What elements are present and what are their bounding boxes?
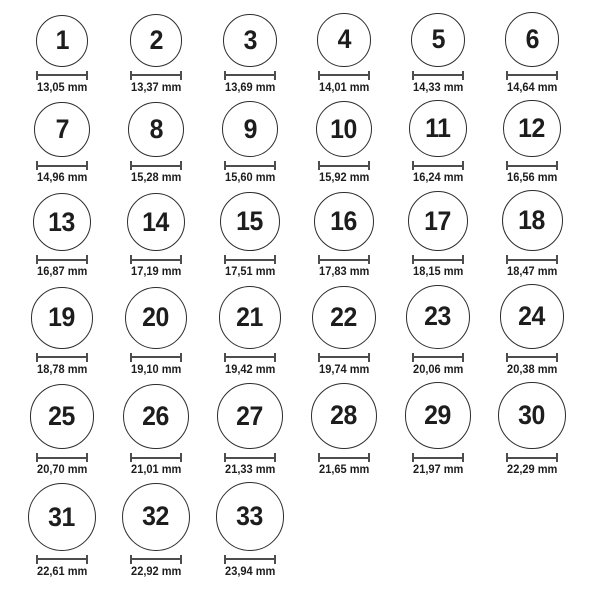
diameter-ruler-line [132,74,180,76]
ring-size-number: 20 [142,302,170,333]
diameter-ruler [224,161,276,170]
diameter-label: 14,64 mm [506,81,558,94]
ring-size-number: 2 [149,24,163,55]
ring-size-number: 12 [518,113,546,144]
diameter-ruler [130,353,182,362]
ring-size-number: 9 [243,113,257,144]
diameter-label: 15,92 mm [318,172,370,185]
diameter-label: 14,96 mm [36,172,88,185]
ring-size-number: 19 [48,302,76,333]
ring-size-row [15,190,600,279]
ring-size-item [485,100,579,186]
ring-size-item [109,287,203,377]
diameter-ruler-line [320,165,368,167]
ring-circle [220,192,279,251]
ring-size-item [203,14,297,95]
diameter-ruler [36,555,88,564]
ring-size-item [109,193,203,280]
diameter-label: 22,92 mm [130,565,182,578]
diameter-ruler-line [320,457,368,459]
ring-circle [222,101,278,157]
ring-size-item [15,15,109,95]
ring-circle [406,285,470,349]
diameter-ruler-line [414,457,462,459]
diameter-ruler [130,453,182,462]
ring-size-number: 8 [149,114,163,145]
ring-size-number: 5 [431,24,445,55]
ring-size-number: 27 [236,400,264,431]
ring-size-number: 15 [236,206,264,237]
diameter-ruler-line [226,457,274,459]
diameter-ruler-line [414,356,462,358]
ring-circle [408,191,468,251]
ring-size-item [203,101,297,185]
ring-size-item [203,286,297,377]
diameter-ruler [318,71,370,80]
diameter-ruler [412,71,464,80]
ring-size-item [297,192,391,280]
ring-circle [30,384,95,449]
diameter-label: 15,60 mm [224,172,276,185]
diameter-ruler-line [320,356,368,358]
diameter-ruler [130,255,182,264]
diameter-label: 16,56 mm [506,172,558,185]
ring-size-item [485,284,579,376]
ring-size-item [391,382,485,477]
diameter-ruler-line [320,74,368,76]
ring-size-number: 3 [243,24,257,55]
ring-size-row [15,482,600,579]
diameter-ruler [224,453,276,462]
ring-size-item [15,384,109,477]
ring-size-number: 7 [55,114,69,145]
diameter-label: 17,83 mm [318,266,370,279]
ring-circle [130,14,183,67]
diameter-label: 22,29 mm [506,464,558,477]
ring-size-item [297,101,391,186]
ring-size-number: 10 [330,113,358,144]
diameter-ruler [506,453,558,462]
diameter-ruler-line [226,259,274,261]
ring-size-number: 28 [330,400,358,431]
diameter-label: 13,37 mm [130,81,182,94]
diameter-ruler-line [132,558,180,560]
ring-size-item [391,285,485,377]
diameter-ruler [130,71,182,80]
ring-size-row [15,382,600,477]
diameter-ruler-line [132,259,180,261]
diameter-ruler-line [132,165,180,167]
ring-size-item [109,14,203,95]
ring-size-row [15,284,600,376]
diameter-ruler [130,555,182,564]
diameter-ruler [506,353,558,362]
diameter-label: 15,28 mm [130,172,182,185]
ring-circle [217,383,283,449]
diameter-label: 19,74 mm [318,363,370,376]
diameter-ruler [412,161,464,170]
ring-size-number: 6 [525,23,539,54]
diameter-ruler [412,255,464,264]
ring-circle [316,101,373,158]
ring-size-item [391,13,485,95]
diameter-ruler-line [508,457,556,459]
ring-size-number: 31 [48,501,76,532]
diameter-label: 21,97 mm [412,464,464,477]
ring-size-number: 25 [48,401,76,432]
ring-size-number: 11 [425,113,451,144]
ring-size-item [109,384,203,477]
ring-circle [411,13,465,67]
ring-circle [216,482,285,551]
diameter-ruler [318,453,370,462]
ring-circle [223,14,276,67]
ring-circle [312,286,375,349]
diameter-ruler-line [414,259,462,261]
diameter-label: 20,06 mm [412,363,464,376]
ring-circle [503,100,561,158]
diameter-label: 14,01 mm [318,81,370,94]
diameter-ruler [36,453,88,462]
ring-circle [125,287,187,349]
diameter-ruler [224,555,276,564]
diameter-ruler-line [226,558,274,560]
diameter-ruler-line [414,165,462,167]
ring-size-number: 14 [142,206,170,237]
ring-size-number: 24 [518,301,546,332]
ring-size-item [15,287,109,377]
diameter-ruler [412,453,464,462]
ring-size-number: 22 [330,301,358,332]
diameter-label: 13,69 mm [224,81,276,94]
diameter-ruler-line [508,74,556,76]
ring-circle [28,483,96,551]
ring-circle [34,102,89,157]
diameter-label: 23,94 mm [224,565,276,578]
ring-circle [219,286,282,349]
ring-size-number: 30 [518,399,546,430]
diameter-ruler [506,71,558,80]
ring-circle [500,284,564,348]
ring-size-number: 21 [236,301,264,332]
diameter-ruler [36,161,88,170]
ring-size-number: 16 [330,206,358,236]
ring-size-item [203,383,297,477]
diameter-ruler-line [414,74,462,76]
diameter-label: 17,19 mm [130,266,182,279]
ring-circle [311,383,377,449]
ring-size-number: 29 [424,400,452,431]
ring-size-number: 1 [55,25,69,56]
ring-circle [314,192,374,252]
ring-size-item [15,193,109,279]
diameter-label: 16,24 mm [412,172,464,185]
ring-circle [505,12,560,67]
diameter-label: 21,01 mm [130,464,182,477]
ring-size-number: 32 [142,501,170,532]
diameter-ruler-line [38,74,86,76]
diameter-ruler-line [508,356,556,358]
ring-size-item [485,12,579,95]
ring-circle [502,190,563,251]
diameter-label: 21,33 mm [224,464,276,477]
diameter-label: 18,47 mm [506,266,558,279]
diameter-ruler-line [226,74,274,76]
diameter-ruler-line [508,165,556,167]
diameter-ruler [506,255,558,264]
diameter-ruler [506,161,558,170]
diameter-ruler [36,71,88,80]
ring-circle [409,100,466,157]
diameter-label: 19,10 mm [130,363,182,376]
diameter-ruler-line [38,457,86,459]
ring-size-item [485,190,579,279]
diameter-ruler-line [226,356,274,358]
diameter-label: 22,61 mm [36,565,88,578]
diameter-label: 14,33 mm [412,81,464,94]
diameter-ruler [318,353,370,362]
ring-size-number: 33 [236,500,264,531]
ring-size-item [203,482,297,579]
ring-size-item [15,483,109,579]
ring-size-row [15,12,600,95]
diameter-label: 21,65 mm [318,464,370,477]
ring-size-number: 13 [48,206,76,237]
ring-circle [122,483,190,551]
ring-circle [123,384,188,449]
ring-size-number: 4 [337,24,351,55]
diameter-ruler [36,255,88,264]
ring-circle [498,382,565,449]
ring-size-item [297,13,391,95]
ring-circle [317,13,371,67]
diameter-label: 16,87 mm [36,266,88,279]
ring-circle [36,15,88,67]
diameter-label: 20,38 mm [506,363,558,376]
ring-size-item [391,191,485,279]
diameter-ruler-line [132,356,180,358]
ring-size-item [391,100,485,185]
diameter-ruler-line [38,356,86,358]
diameter-ruler-line [320,259,368,261]
diameter-ruler [36,353,88,362]
ring-size-item [485,382,579,477]
ring-size-item [203,192,297,279]
diameter-ruler [224,255,276,264]
diameter-ruler [318,255,370,264]
diameter-ruler [318,161,370,170]
diameter-ruler-line [38,558,86,560]
ring-size-number: 26 [142,400,170,431]
diameter-ruler [224,353,276,362]
diameter-label: 18,15 mm [412,266,464,279]
diameter-ruler-line [226,165,274,167]
diameter-label: 20,70 mm [36,464,88,477]
ring-size-item [109,483,203,579]
diameter-ruler-line [38,259,86,261]
diameter-label: 19,42 mm [224,363,276,376]
ring-size-item [15,102,109,185]
diameter-ruler-line [508,259,556,261]
ring-size-number: 18 [518,205,546,236]
ring-size-item [297,383,391,477]
diameter-ruler [412,353,464,362]
ring-circle [31,287,93,349]
ring-size-row [15,100,600,186]
ring-circle [128,102,184,158]
ring-size-number: 23 [424,301,452,332]
ring-size-item [109,102,203,186]
diameter-ruler [130,161,182,170]
diameter-label: 17,51 mm [224,266,276,279]
ring-size-number: 17 [424,205,452,236]
ring-size-item [297,286,391,377]
diameter-label: 18,78 mm [36,363,88,376]
diameter-ruler [224,71,276,80]
ring-circle [127,193,186,252]
diameter-ruler-line [132,457,180,459]
diameter-label: 13,05 mm [36,81,88,94]
ring-circle [405,382,472,449]
ring-circle [33,193,91,251]
diameter-ruler-line [38,165,86,167]
